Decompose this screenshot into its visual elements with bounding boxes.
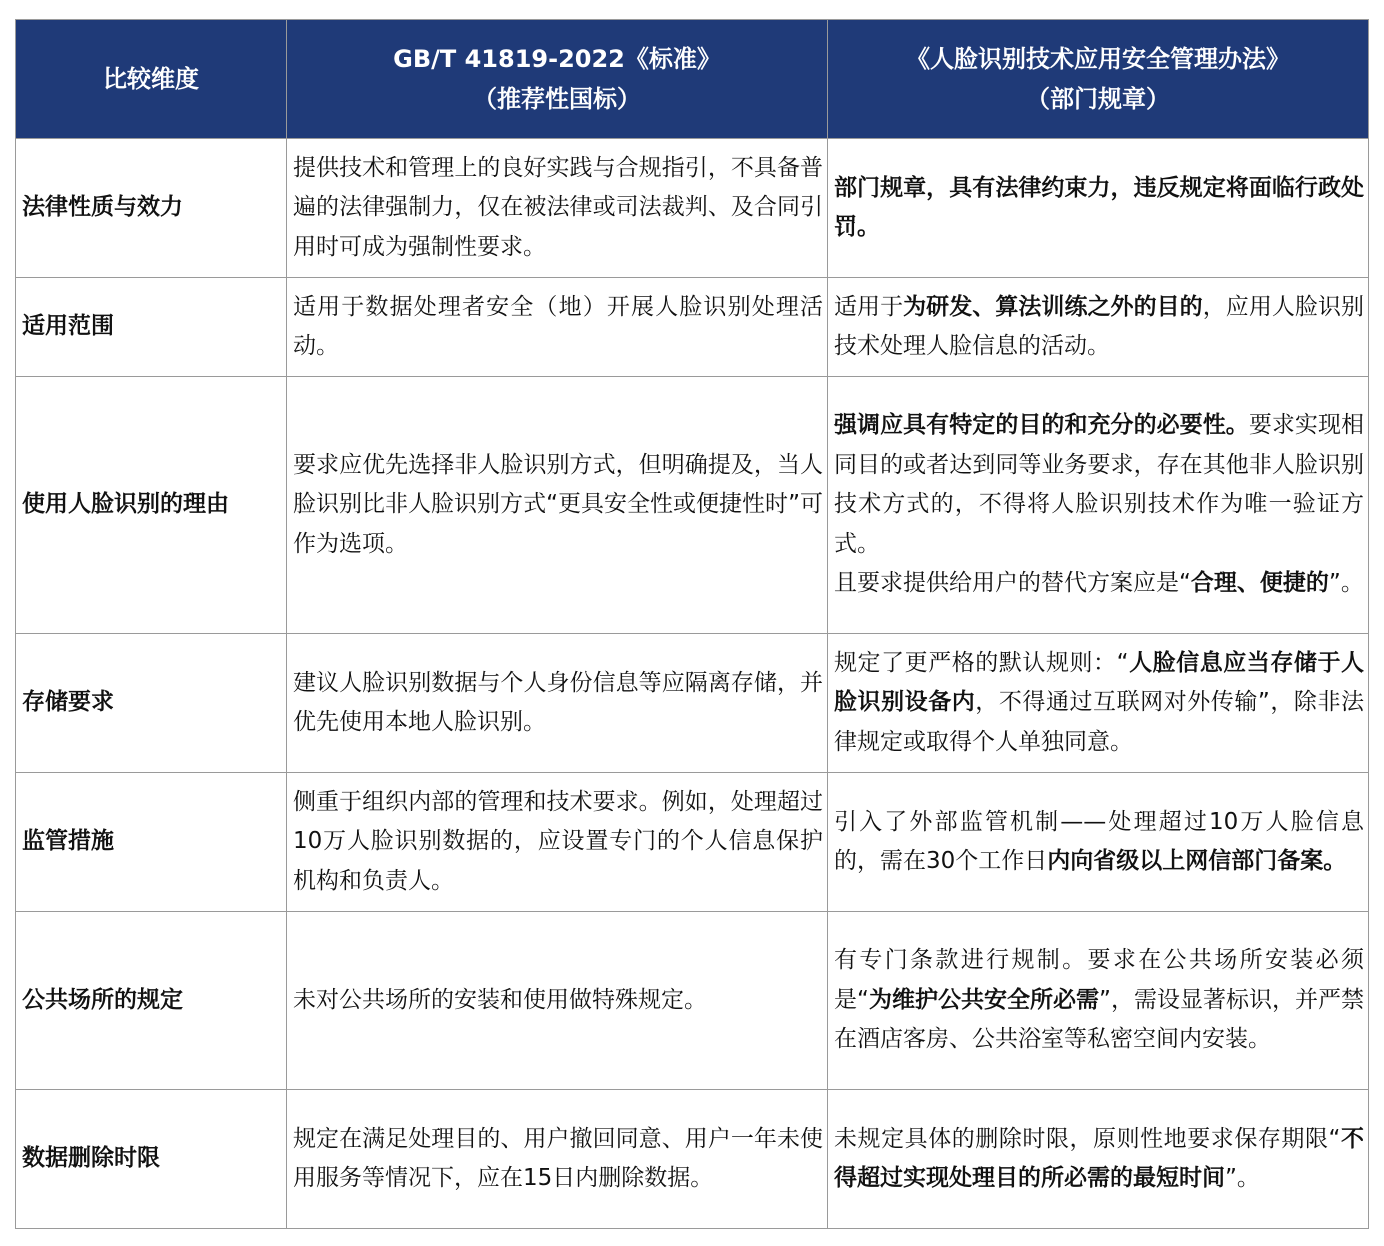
header-regulation-title: 《人脸识别技术应用安全管理办法》 <box>906 45 1290 73</box>
table-header <box>16 20 1369 139</box>
header-row <box>16 20 1369 139</box>
dimension-cell: 监管措施 <box>16 773 287 912</box>
regulation-text: 有专门条款进行规制。要求在公共场所安装必须是“ <box>834 947 1364 1013</box>
standard-cell: 提供技术和管理上的良好实践与合规指引，不具备普遍的法律强制力，仅在被法律或司法裁判、及合同引用时可成为强制性要求。 <box>287 139 828 278</box>
standard-cell: 侧重于组织内部的管理和技术要求。例如，处理超过10万人脸识别数据的，应设置专门的个人信息保护机构和负责人。 <box>287 773 828 912</box>
regulation-text: ”，需设显著标识，并严禁在酒店客房、公共浴室等私密空间内安装。 <box>834 986 1365 1053</box>
standard-cell: 建议人脸识别数据与个人身份信息等应隔离存储，并优先使用本地人脸识别。 <box>287 634 828 773</box>
regulation-cell <box>828 634 1369 773</box>
header-regulation-subtitle: （部门规章） <box>1026 85 1170 113</box>
table-row <box>16 1090 1369 1229</box>
regulation-cell <box>828 912 1369 1090</box>
header-regulation <box>828 20 1369 139</box>
regulation-text: 未规定具体的删除时限，原则性地要求保存期限“ <box>834 1125 1341 1152</box>
table-row <box>16 377 1369 634</box>
regulation-text: ”。 <box>1328 570 1364 597</box>
regulation-text: ，应用人脸识别技术处理人脸信息的活动。 <box>834 293 1365 359</box>
table-row <box>16 773 1369 912</box>
regulation-text: ，不得通过互联网对外传输”，除非法律规定或取得个人单独同意。 <box>834 689 1364 755</box>
dimension-cell: 公共场所的规定 <box>16 912 287 1090</box>
table-row <box>16 912 1369 1090</box>
regulation-cell <box>828 773 1369 912</box>
dimension-cell: 使用人脸识别的理由 <box>16 377 287 634</box>
regulation-emphasis: 部门规章，具有法律约束力，违反规定将面临行政处罚。 <box>834 174 1364 240</box>
regulation-text: 要求实现相同目的或者达到同等业务要求，存在其他非人脸识别技术方式的，不得将人脸识别技术作为唯一验证方式。 <box>834 412 1365 557</box>
dimension-cell: 适用范围 <box>16 278 287 377</box>
header-standard-title: GB/T 41819-2022《标准》 <box>393 45 721 73</box>
regulation-cell <box>828 377 1369 634</box>
standard-cell: 要求应优先选择非人脸识别方式，但明确提及，当人脸识别比非人脸识别方式“更具安全性或便捷性时”可作为选项。 <box>287 377 828 634</box>
standard-cell: 适用于数据处理者安全（地）开展人脸识别处理活动。 <box>287 278 828 377</box>
regulation-emphasis: 强调应具有特定的目的和充分的必要性。 <box>834 412 1249 439</box>
dimension-cell: 存储要求 <box>16 634 287 773</box>
standard-cell: 规定在满足处理目的、用户撤回同意、用户一年未使用服务等情况下，应在15日内删除数据。 <box>287 1090 828 1229</box>
regulation-text: 且要求提供给用户的替代方案应是“ <box>834 570 1191 597</box>
regulation-cell <box>828 1090 1369 1229</box>
standard-cell: 未对公共场所的安装和使用做特殊规定。 <box>287 912 828 1090</box>
dimension-cell: 数据删除时限 <box>16 1090 287 1229</box>
regulation-emphasis: 为维护公共安全所必需 <box>868 986 1100 1013</box>
regulation-text: 适用于 <box>834 293 904 320</box>
regulation-emphasis: 人脸信息应当存储于人脸识别设备内 <box>834 649 1365 716</box>
regulation-text: 规定了更严格的默认规则：“ <box>834 649 1129 676</box>
comparison-table-wrapper <box>15 19 1368 1229</box>
regulation-emphasis: 内向省级以上网信部门备案。 <box>1047 848 1347 874</box>
table-body <box>16 139 1369 1229</box>
regulation-text: ”。 <box>1225 1165 1260 1191</box>
regulation-emphasis: 不得超过实现处理目的所必需的最短时间 <box>834 1125 1365 1191</box>
regulation-text: 引入了外部监管机制——处理超过10万人脸信息的，需在30个工作日 <box>834 808 1364 874</box>
table-row <box>16 634 1369 773</box>
header-standard <box>287 20 828 139</box>
regulation-cell <box>828 278 1369 377</box>
regulation-emphasis: 合理、便捷的 <box>1190 570 1329 597</box>
table-row <box>16 139 1369 278</box>
table-row <box>16 278 1369 377</box>
header-standard-subtitle: （推荐性国标） <box>473 85 641 113</box>
regulation-cell <box>828 139 1369 278</box>
regulation-emphasis: 为研发、算法训练之外的目的 <box>903 293 1203 320</box>
dimension-cell: 法律性质与效力 <box>16 139 287 278</box>
header-dimension: 比较维度 <box>16 20 287 139</box>
comparison-table <box>15 19 1369 1229</box>
